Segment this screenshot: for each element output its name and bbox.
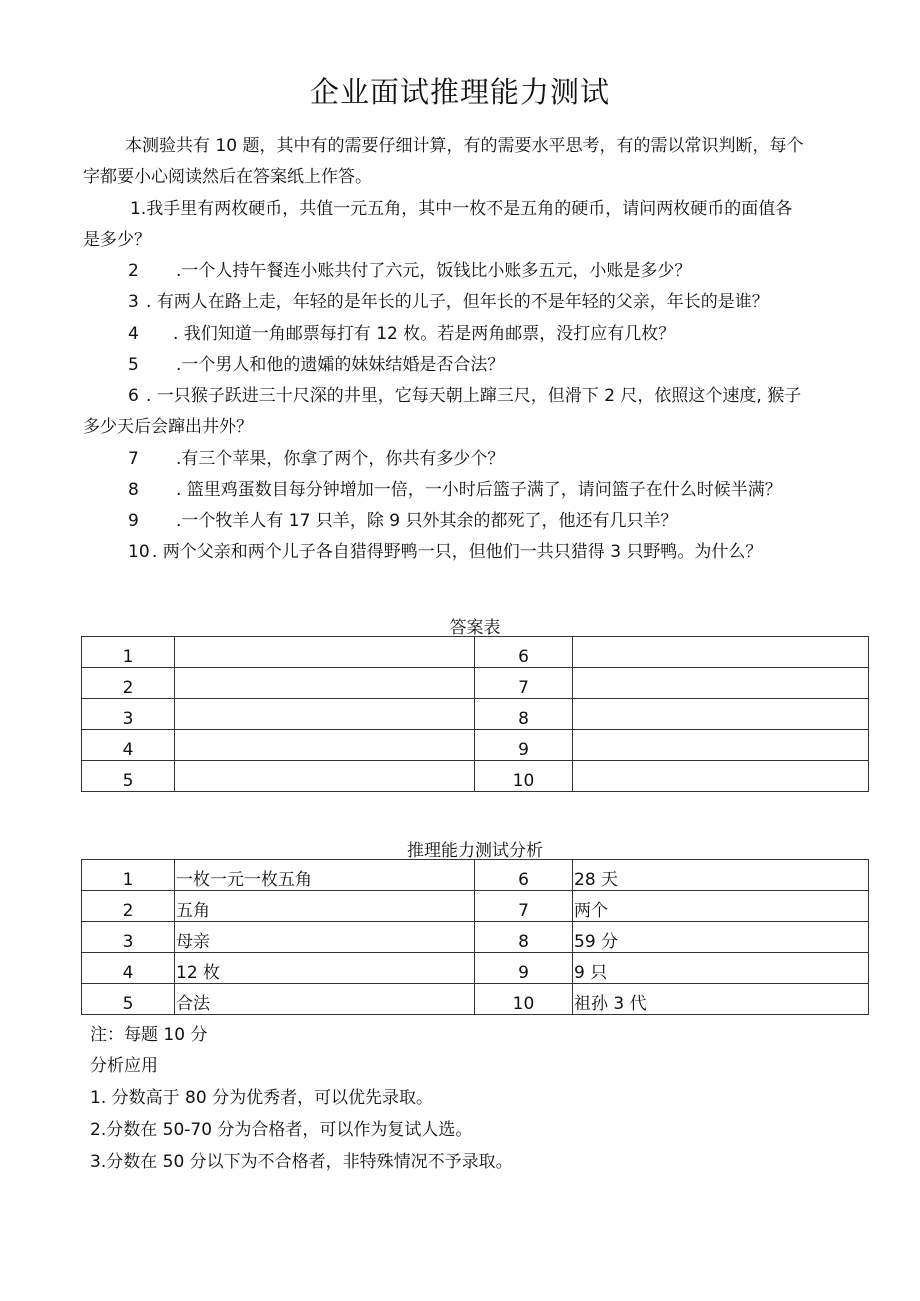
scoring-note: 注：每题 10 分 <box>90 1025 208 1045</box>
analysis-table <box>81 859 869 1015</box>
question-number: 2 <box>128 261 139 281</box>
question-number-cell: 4 <box>82 730 175 761</box>
answer-cell[interactable] <box>175 668 475 699</box>
answer-cell[interactable] <box>573 637 869 668</box>
answer-cell[interactable] <box>175 730 475 761</box>
question-8 <box>128 479 782 501</box>
question-number: 6 <box>128 386 139 406</box>
analysis-item-2: 2.分数在 50-70 分为合格者，可以作为复试人选。 <box>90 1120 473 1140</box>
question-text: .一个牧羊人有 17 只羊，除 9 只外其余的都死了，他还有几只羊？ <box>176 511 678 531</box>
question-text: .一个男人和他的遗孀的妹妹结婚是否合法？ <box>176 355 505 375</box>
question-10 <box>128 541 762 563</box>
question-number-cell: 1 <box>82 860 175 891</box>
intro-line-1: 本测验共有 10 题，其中有的需要仔细计算，有的需要水平思考，有的需以常识判断，每个 <box>125 136 804 156</box>
answer-sheet-caption: 答案表 <box>449 618 501 638</box>
question-1 <box>130 198 792 220</box>
question-number-cell: 1 <box>82 637 175 668</box>
analysis-item-3: 3.分数在 50 分以下为不合格者，非特殊情况不予录取。 <box>90 1152 513 1172</box>
question-text: . 一只猴子跃进三十尺深的井里，它每天朝上蹿三尺，但滑下 2 尺，依照这个速度, 猴子 <box>146 386 802 406</box>
question-number: 10 <box>128 542 150 562</box>
table-row <box>82 860 869 891</box>
question-number-cell: 5 <box>82 984 175 1015</box>
question-3 <box>128 291 769 313</box>
question-number-cell: 8 <box>475 922 573 953</box>
question-number-cell: 6 <box>475 637 573 668</box>
answer-key-cell: 9 只 <box>573 953 869 984</box>
answer-key-cell: 12 枚 <box>175 953 475 984</box>
question-6-continued: 多少天后会蹿出井外？ <box>83 417 253 437</box>
table-row <box>82 637 869 668</box>
answer-cell[interactable] <box>573 668 869 699</box>
question-number-cell: 6 <box>475 860 573 891</box>
answer-cell[interactable] <box>175 761 475 792</box>
analysis-caption: 推理能力测试分析 <box>407 841 543 861</box>
question-text: .一个人持午餐连小账共付了六元，饭钱比小账多五元，小账是多少？ <box>176 261 692 281</box>
question-number-cell: 9 <box>475 730 573 761</box>
answer-key-cell: 五角 <box>175 891 475 922</box>
question-number-cell: 2 <box>82 668 175 699</box>
table-row <box>82 984 869 1015</box>
table-row <box>82 668 869 699</box>
answer-cell[interactable] <box>573 699 869 730</box>
question-number: 9 <box>128 511 139 531</box>
question-number-cell: 8 <box>475 699 573 730</box>
question-1-continued: 是多少？ <box>83 230 151 250</box>
question-number: 5 <box>128 355 139 375</box>
question-text: . 两个父亲和两个儿子各自猎得野鸭一只，但他们一共只猎得 3 只野鸭。为什么？ <box>152 542 763 562</box>
table-row <box>82 699 869 730</box>
answer-cell[interactable] <box>573 730 869 761</box>
answer-key-cell: 28 天 <box>573 860 869 891</box>
question-number-cell: 2 <box>82 891 175 922</box>
question-number-cell: 7 <box>475 668 573 699</box>
question-number-cell: 3 <box>82 922 175 953</box>
question-number-cell: 4 <box>82 953 175 984</box>
question-text: . 篮里鸡蛋数目每分钟增加一倍，一小时后篮子满了，请问篮子在什么时候半满？ <box>176 480 782 500</box>
question-9 <box>128 510 677 532</box>
question-number-cell: 3 <box>82 699 175 730</box>
question-text: .我手里有两枚硬币，共值一元五角，其中一枚不是五角的硬币，请问两枚硬币的面值各 <box>140 199 793 219</box>
question-number-cell: 5 <box>82 761 175 792</box>
answer-key-cell: 一枚一元一枚五角 <box>175 860 475 891</box>
question-number-cell: 7 <box>475 891 573 922</box>
analysis-item-1: 1. 分数高于 80 分为优秀者，可以优先录取。 <box>90 1088 434 1108</box>
question-5 <box>128 354 504 376</box>
question-4 <box>128 323 675 345</box>
question-text: .有三个苹果，你拿了两个，你共有多少个？ <box>176 449 505 469</box>
question-7 <box>128 448 504 470</box>
table-row <box>82 761 869 792</box>
answer-cell[interactable] <box>175 699 475 730</box>
question-number: 7 <box>128 449 139 469</box>
question-number: 3 <box>128 292 139 312</box>
question-number-cell: 10 <box>475 761 573 792</box>
question-text: . 我们知道一角邮票每打有 12 枚。若是两角邮票，没打应有几枚？ <box>173 324 676 344</box>
table-row <box>82 730 869 761</box>
question-number-cell: 10 <box>475 984 573 1015</box>
question-2 <box>128 260 691 282</box>
question-6 <box>128 385 801 407</box>
answer-cell[interactable] <box>175 637 475 668</box>
table-row <box>82 891 869 922</box>
analysis-heading: 分析应用 <box>90 1056 158 1076</box>
table-row <box>82 922 869 953</box>
question-number-cell: 9 <box>475 953 573 984</box>
page-title: 企业面试推理能力测试 <box>309 75 610 109</box>
answer-key-cell: 两个 <box>573 891 869 922</box>
answer-key-cell: 合法 <box>175 984 475 1015</box>
table-row <box>82 953 869 984</box>
question-text: . 有两人在路上走，年轻的是年长的儿子，但年长的不是年轻的父亲，年长的是谁？ <box>146 292 769 312</box>
answer-cell[interactable] <box>573 761 869 792</box>
question-number: 1 <box>130 199 141 219</box>
answer-key-cell: 59 分 <box>573 922 869 953</box>
answer-key-cell: 祖孙 3 代 <box>573 984 869 1015</box>
question-number: 4 <box>128 324 139 344</box>
intro-line-2: 字都要小心阅读然后在答案纸上作答。 <box>83 167 372 187</box>
answer-key-cell: 母亲 <box>175 922 475 953</box>
question-number: 8 <box>128 480 139 500</box>
answer-sheet-table <box>81 636 869 792</box>
